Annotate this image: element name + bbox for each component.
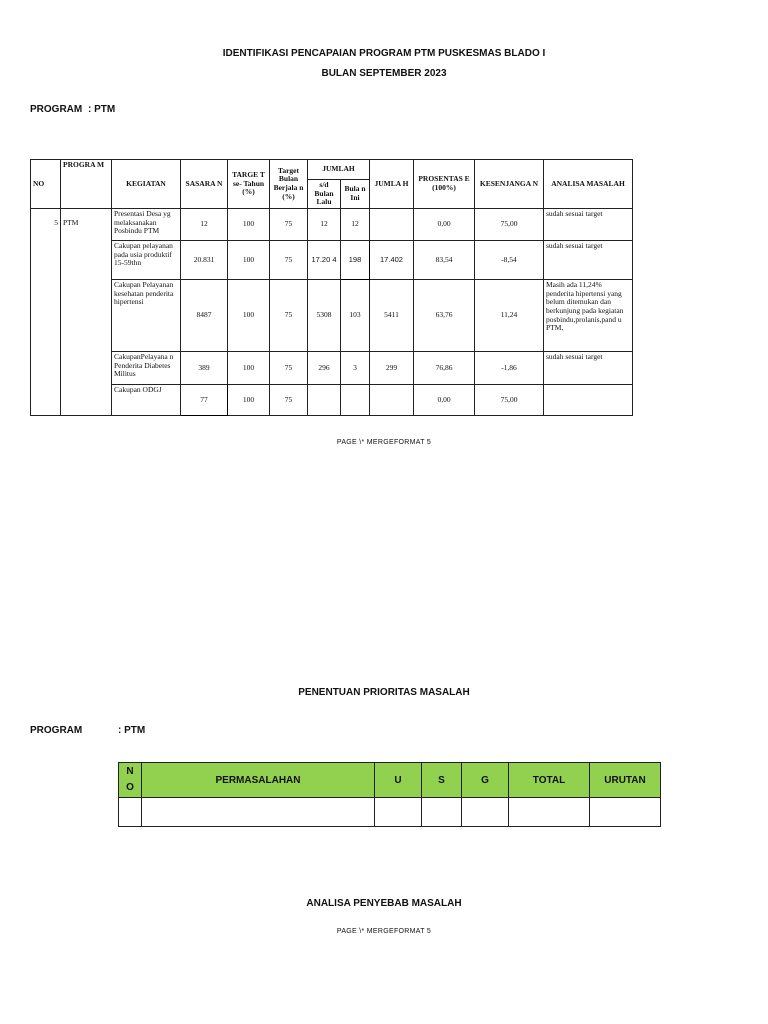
program-label: PROGRAM [30,725,83,736]
cell-permasalahan [142,798,375,827]
cell-target-bulan: 75 [270,352,308,385]
cell-prosentase: 76,86 [414,352,475,385]
report-title: IDENTIFIKASI PENCAPAIAN PROGRAM PTM PUSKESMAS BLADO I [222,48,546,59]
header-total: TOTAL [509,763,590,798]
cell-no [119,798,142,827]
cell-sasaran: 12 [181,209,228,241]
achievement-table [30,159,633,416]
cell-kegiatan: Presentasi Desa yg melaksanakan Posbindu PTM [112,209,181,241]
header-urutan: URUTAN [590,763,661,798]
header-target-bulan: Target Bulan Berjala n (%) [270,160,308,209]
cell-sd-bulan-lalu: 5308 [308,280,341,352]
header-target-tahun: TARGE T se- Tahun (%) [228,160,270,209]
report-subtitle: BULAN SEPTEMBER 2023 [321,68,447,79]
cell-analisa [544,385,633,416]
cell-analisa: sudah sesuai target [544,209,633,241]
cell-s [422,798,462,827]
table-row [31,280,633,352]
cell-target-tahun: 100 [228,352,270,385]
priority-table [118,762,661,827]
page-footer: PAGE \* MERGEFORMAT 5 [336,928,432,935]
cell-urutan [590,798,661,827]
cell-target-tahun: 100 [228,241,270,280]
cell-target-bulan: 75 [270,209,308,241]
cell-analisa: sudah sesuai target [544,352,633,385]
table-row [31,352,633,385]
cell-total [509,798,590,827]
header-analisa: ANALISA MASALAH [544,160,633,209]
cell-prosentase: 63,76 [414,280,475,352]
header-bulan-ini: Bula n Ini [341,180,370,209]
header-kegiatan: KEGIATAN [112,160,181,209]
cell-sd-bulan-lalu: 12 [308,209,341,241]
program-label: PROGRAM [30,104,83,115]
cell-jumlah: 5411 [370,280,414,352]
cell-target-bulan: 75 [270,280,308,352]
cell-g [462,798,509,827]
header-sd-bulan-lalu: s/d Bulan Lalu [308,180,341,209]
cell-sasaran: 20.831 [181,241,228,280]
header-kesenjangan: KESENJANGA N [475,160,544,209]
row-no: 5 [31,209,61,416]
cell-jumlah: 299 [370,352,414,385]
program-value: : PTM [118,725,146,736]
header-sasaran: SASARA N [181,160,228,209]
header-g: G [462,763,509,798]
priority-title: PENENTUAN PRIORITAS MASALAH [298,687,470,698]
cell-kesenjangan: 75,00 [475,385,544,416]
cell-target-bulan: 75 [270,385,308,416]
cell-bulan-ini: 12 [341,209,370,241]
cell-bulan-ini: 3 [341,352,370,385]
page-footer: PAGE \* MERGEFORMAT 5 [336,439,432,446]
table-row [31,241,633,280]
cell-prosentase: 0,00 [414,209,475,241]
header-jumlah-group: JUMLAH [308,160,370,180]
cell-target-tahun: 100 [228,209,270,241]
cell-bulan-ini [341,385,370,416]
header-no: NO [31,160,61,209]
cell-kegiatan: Cakupan pelayanan pada usia produktif 15-59thn [112,241,181,280]
cell-bulan-ini: 103 [341,280,370,352]
cell-sd-bulan-lalu: 296 [308,352,341,385]
cell-sd-bulan-lalu: 17.20 4 [308,241,341,280]
program-value: : PTM [88,104,116,115]
cell-kesenjangan: 75,00 [475,209,544,241]
table-row [119,798,661,827]
header-s: S [422,763,462,798]
cell-kegiatan: Cakupan ODGJ [112,385,181,416]
row-program: PTM [61,209,112,416]
header-u: U [375,763,422,798]
cell-sasaran: 8487 [181,280,228,352]
cell-analisa: sudah sesuai target [544,241,633,280]
cell-kegiatan: Cakupan Pelayanan kesehatan penderita hipertensi [112,280,181,352]
cell-bulan-ini: 198 [341,241,370,280]
cell-kegiatan: CakupanPelayana n Penderita Diabetes Militus [112,352,181,385]
cell-jumlah [370,209,414,241]
cell-target-tahun: 100 [228,385,270,416]
cell-target-bulan: 75 [270,241,308,280]
cell-jumlah: 17.402 [370,241,414,280]
header-no: N O [119,763,142,798]
cause-analysis-title: ANALISA PENYEBAB MASALAH [306,898,462,909]
cell-sasaran: 77 [181,385,228,416]
cell-analisa: Masih ada 11,24% penderita hipertensi yang belum ditemukan dan berkunjung pada kegiatan posbindu,prolanis,pand u PTM, [544,280,633,352]
header-program: PROGRA M [61,160,112,209]
cell-prosentase: 83,54 [414,241,475,280]
header-jumlah: JUMLA H [370,160,414,209]
header-permasalahan: PERMASALAHAN [142,763,375,798]
cell-kesenjangan: 11,24 [475,280,544,352]
cell-sd-bulan-lalu [308,385,341,416]
header-prosentase: PROSENTAS E (100%) [414,160,475,209]
cell-target-tahun: 100 [228,280,270,352]
table-row [31,209,633,241]
cell-prosentase: 0,00 [414,385,475,416]
cell-u [375,798,422,827]
cell-jumlah [370,385,414,416]
cell-sasaran: 389 [181,352,228,385]
table-row [31,385,633,416]
cell-kesenjangan: -8,54 [475,241,544,280]
cell-kesenjangan: -1,86 [475,352,544,385]
